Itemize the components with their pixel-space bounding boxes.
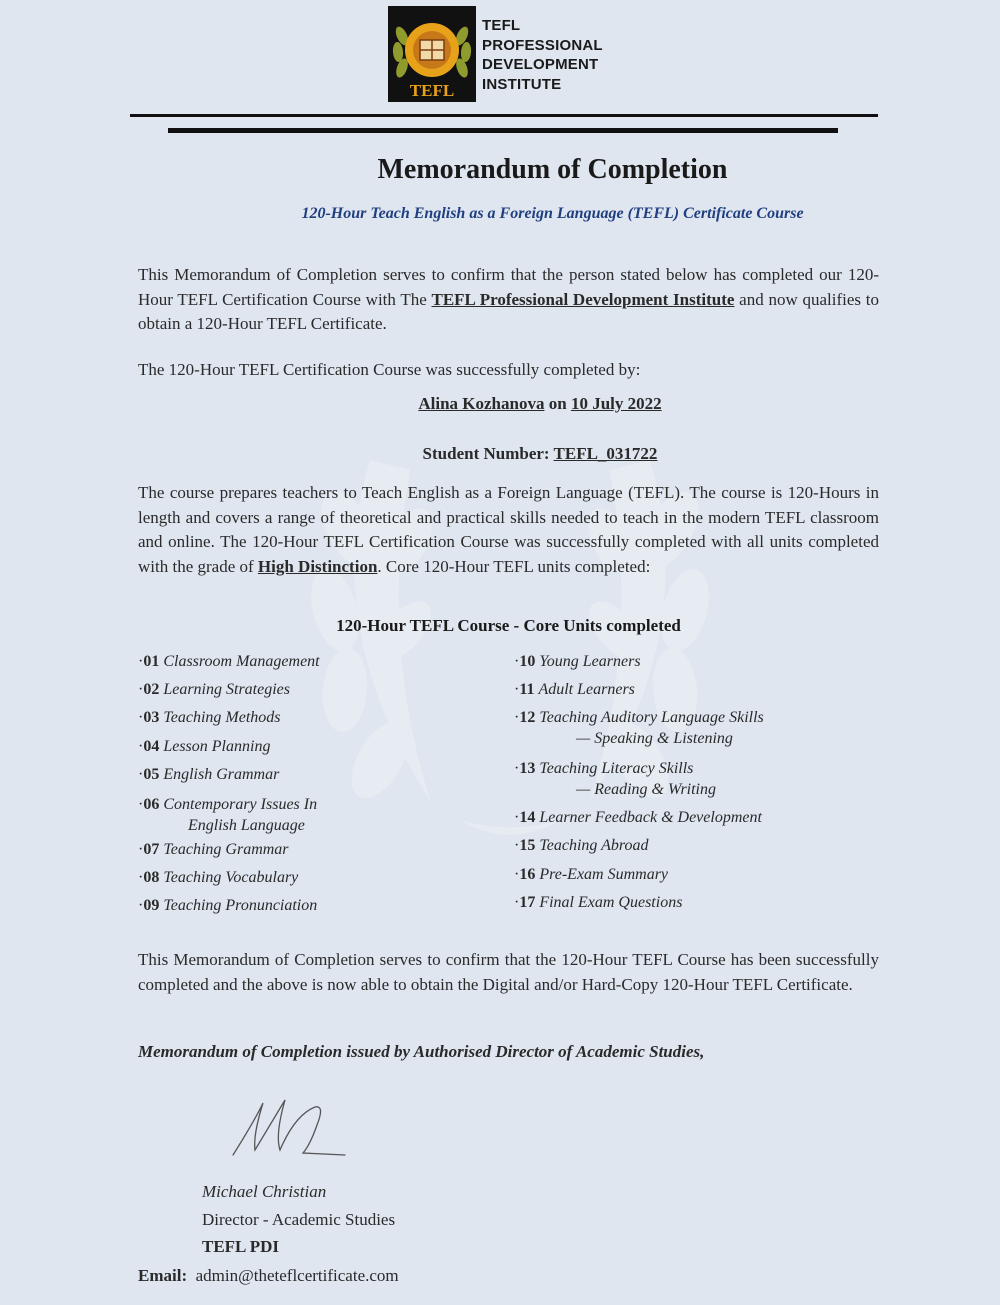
closing-paragraph: This Memorandum of Completion serves to confirm that the 120-Hour TEFL Course has been successfully completed and the above is now able to obtain the Digital and/or Hard-Copy 120-Hour TEFL Certificate. [138, 950, 879, 994]
unit-name: Final Exam Questions [539, 894, 683, 911]
unit-name: Contemporary Issues In [163, 796, 318, 813]
unit-item: ·16 Pre-Exam Summary [514, 866, 669, 883]
unit-item: ·17 Final Exam Questions [514, 894, 683, 911]
institute-link: TEFL Professional Development Institute [431, 289, 735, 309]
logo-line: DEVELOPMENT [482, 56, 599, 73]
course-paragraph [138, 481, 879, 579]
unit-number: 16 [519, 866, 536, 883]
intro-text: This Memorandum of Completion serves to confirm that the person stated below has completed our 120-Hour TEFL Certification Course with The [138, 265, 879, 309]
unit-name: Pre-Exam Summary [539, 866, 669, 883]
unit-number: 05 [143, 766, 160, 783]
unit-name: English Grammar [163, 766, 280, 783]
unit-number: 10 [519, 653, 536, 670]
signatory-role: Director - Academic Studies [202, 1210, 396, 1229]
unit-item: ·01 Classroom Management [138, 653, 320, 670]
course-text-end: . Core 120-Hour TEFL units completed: [377, 556, 651, 576]
logo-line: TEFL [482, 17, 521, 34]
unit-name-continued: — Reading & Writing [576, 781, 716, 798]
intro-text-end: and now qualifies to obtain a 120-Hour TEFL Certificate. [138, 289, 879, 333]
student-number-line [40, 444, 1000, 464]
completed-by-text: The 120-Hour TEFL Certification Course was successfully completed by: [138, 360, 641, 379]
unit-number: 11 [519, 681, 535, 698]
unit-name: Teaching Abroad [539, 837, 649, 854]
email-address[interactable]: admin@theteflcertificate.com [195, 1266, 399, 1285]
institute-name [482, 16, 603, 94]
unit-number: 12 [519, 709, 536, 726]
unit-number: 06 [143, 796, 160, 813]
header-divider-thick [168, 128, 838, 133]
unit-name-continued: English Language [188, 817, 305, 834]
unit-number: 07 [143, 841, 160, 858]
page-title: Memorandum of Completion [377, 154, 728, 185]
unit-name: Classroom Management [163, 653, 320, 670]
header-divider [130, 114, 878, 117]
on-word: on [544, 394, 571, 413]
unit-number: 15 [519, 837, 536, 854]
unit-item: ·10 Young Learners [514, 653, 641, 670]
unit-name: Teaching Methods [163, 709, 281, 726]
unit-number: 08 [143, 869, 160, 886]
unit-name: Adult Learners [538, 681, 635, 698]
unit-item: ·12 Teaching Auditory Language Skills — Speaking & Listening [514, 709, 764, 747]
unit-number: 14 [519, 809, 536, 826]
email-label: Email: [138, 1266, 188, 1285]
unit-item: ·06 Contemporary Issues In English Language [138, 796, 318, 834]
unit-item: ·09 Teaching Pronunciation [138, 897, 318, 914]
unit-item: ·13 Teaching Literacy Skills — Reading & Writing [514, 760, 716, 798]
tefl-seal-icon [388, 6, 476, 102]
unit-item: ·05 English Grammar [138, 766, 280, 783]
signatory-name: Michael Christian [202, 1182, 327, 1201]
unit-name: Learner Feedback & Development [539, 809, 762, 826]
unit-name: Learning Strategies [163, 681, 290, 698]
unit-item: ·04 Lesson Planning [138, 738, 271, 755]
completion-date: 10 July 2022 [570, 394, 662, 413]
unit-number: 17 [519, 894, 536, 911]
unit-name: Lesson Planning [163, 738, 271, 755]
intro-paragraph [138, 263, 879, 337]
unit-name: Young Learners [539, 653, 641, 670]
unit-item: ·08 Teaching Vocabulary [138, 869, 299, 886]
signature-icon [225, 1095, 350, 1165]
issued-by-line: Memorandum of Completion issued by Authorised Director of Academic Studies, [138, 1042, 705, 1061]
unit-item: ·11 Adult Learners [514, 681, 635, 698]
unit-item: ·02 Learning Strategies [138, 681, 290, 698]
unit-number: 04 [143, 738, 160, 755]
unit-number: 02 [143, 681, 160, 698]
unit-item: ·03 Teaching Methods [138, 709, 281, 726]
signatory-org: TEFL PDI [202, 1237, 279, 1256]
unit-item: ·14 Learner Feedback & Development [514, 809, 762, 826]
logo-line: PROFESSIONAL [482, 36, 603, 54]
unit-name: Teaching Pronunciation [163, 897, 318, 914]
unit-number: 01 [143, 653, 160, 670]
email-line [138, 1266, 399, 1286]
unit-name: Teaching Auditory Language Skills [539, 709, 764, 726]
unit-item: ·07 Teaching Grammar [138, 841, 289, 858]
unit-number: 03 [143, 709, 160, 726]
course-text: The course prepares teachers to Teach English as a Foreign Language (TEFL). The course is 120-Hours in length and covers a range of theoretical and practical skills needed to teach in the modern TEFL classroom and online. The 120-Hour TEFL Certification Course was successfully completed with all units completed with the grade of [138, 483, 879, 576]
student-number-label: Student Number: [422, 444, 554, 463]
unit-number: 13 [519, 760, 536, 777]
unit-name: Teaching Grammar [163, 841, 289, 858]
logo-line: INSTITUTE [482, 75, 562, 93]
unit-name-continued: — Speaking & Listening [576, 730, 733, 747]
unit-number: 09 [143, 897, 160, 914]
svg-text:TEFL: TEFL [409, 81, 455, 100]
units-heading: 120-Hour TEFL Course - Core Units completed [336, 616, 681, 635]
course-subtitle: 120-Hour Teach English as a Foreign Language (TEFL) Certificate Course [301, 205, 804, 222]
student-name: Alina Kozhanova [418, 394, 545, 413]
unit-name: Teaching Literacy Skills [539, 760, 694, 777]
tefl-logo [388, 6, 476, 102]
unit-name: Teaching Vocabulary [163, 869, 299, 886]
student-line [40, 394, 1000, 414]
grade: High Distinction [257, 556, 378, 576]
unit-item: ·15 Teaching Abroad [514, 837, 649, 854]
student-number: TEFL_031722 [553, 444, 658, 463]
